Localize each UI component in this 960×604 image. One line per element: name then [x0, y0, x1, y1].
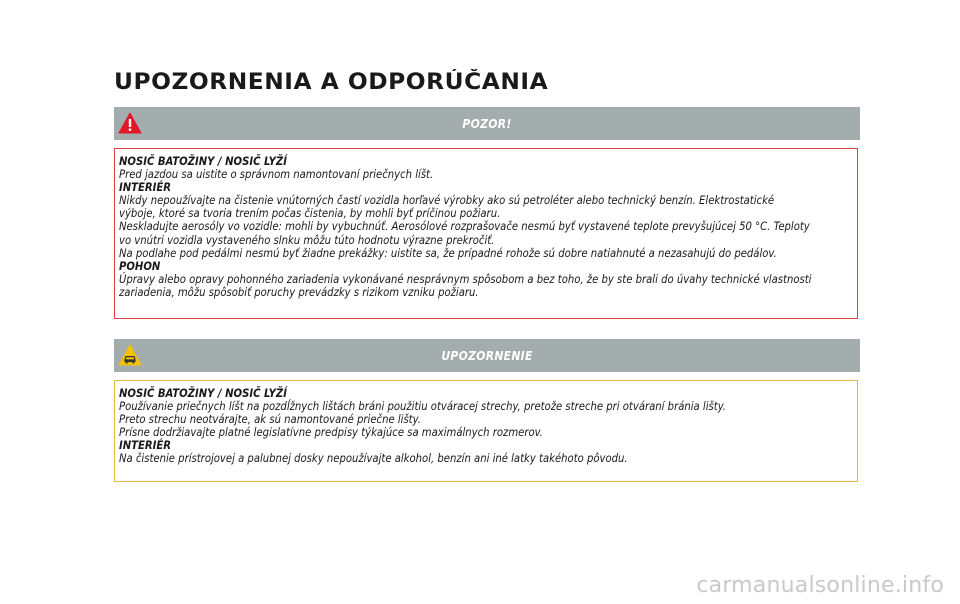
warning-heading: POHON: [119, 259, 161, 273]
caution-heading: NOSIČ BATOŽINY / NOSIČ LYŽÍ: [119, 387, 287, 400]
warning-text: zariadenia, môžu spôsobiť poruchy prevádzky s rizikom vzniku požiaru.: [119, 285, 479, 299]
caution-banner: [114, 339, 860, 372]
page-title: UPOZORNENIA A ODPORÚČANIA: [114, 70, 549, 95]
warning-text: výboje, ktoré sa tvoria trením počas čistenia, by mohli byť príčinou požiaru.: [119, 207, 501, 221]
watermark-text: carmanualsonline.info: [696, 573, 944, 598]
caution-heading: INTERIÉR: [119, 439, 172, 453]
warning-text: Nikdy nepoužívajte na čistenie vnútorných častí vozidla horľavé výrobky ako sú petroléter alebo technický benzín. Elektrostatické: [119, 194, 775, 208]
warning-heading: NOSIČ BATOŽINY / NOSIČ LYŽÍ: [119, 155, 287, 168]
warning-heading: INTERIÉR: [119, 181, 172, 195]
caution-title: UPOZORNENIE: [441, 348, 533, 363]
warning-text: Na podlahe pod pedálmi nesmú byť žiadne prekážky: uistite sa, že prípadné rohože sú dobre natiahnuté a nezasahujú do pedálov.: [119, 246, 777, 260]
caution-text: Používanie priečnych líšt na pozdĺžnych lištách bráni použitiu otváracej strechy, pretože streche pri otváraní bránia lišty.: [119, 400, 726, 414]
warning-text: Úpravy alebo opravy pohonného zariadenia vykonávané nesprávnym spôsobom a bez toho, že by ste brali do úvahy technické vlastnosti: [119, 272, 812, 286]
warning-banner: [114, 107, 860, 140]
caution-text: Preto strechu neotvárajte, ak sú namontované priečne lišty.: [119, 413, 421, 427]
warning-text: vo vnútri vozidla vystaveného slnku môžu túto hodnotu výrazne prekročiť.: [119, 233, 495, 247]
warning-text: Neskladujte aerosóly vo vozidle: mohli by vybuchnúť. Aerosólové rozprašovače nesmú byť vystavené teplote prevyšujúcej 50 °C. Teploty: [119, 220, 810, 234]
caution-text: Na čistenie prístrojovej a palubnej dosky nepoužívajte alkohol, benzín ani iné latky takéhoto pôvodu.: [119, 452, 628, 466]
warning-text: Pred jazdou sa uistite o správnom namontovaní priečnych líšt.: [119, 168, 434, 182]
caution-text: Prísne dodržiavajte platné legislatívne predpisy týkajúce sa maximálnych rozmerov.: [119, 426, 543, 440]
warning-box: [114, 148, 858, 319]
caution-box: [114, 380, 858, 482]
warning-title: POZOR!: [462, 116, 512, 131]
